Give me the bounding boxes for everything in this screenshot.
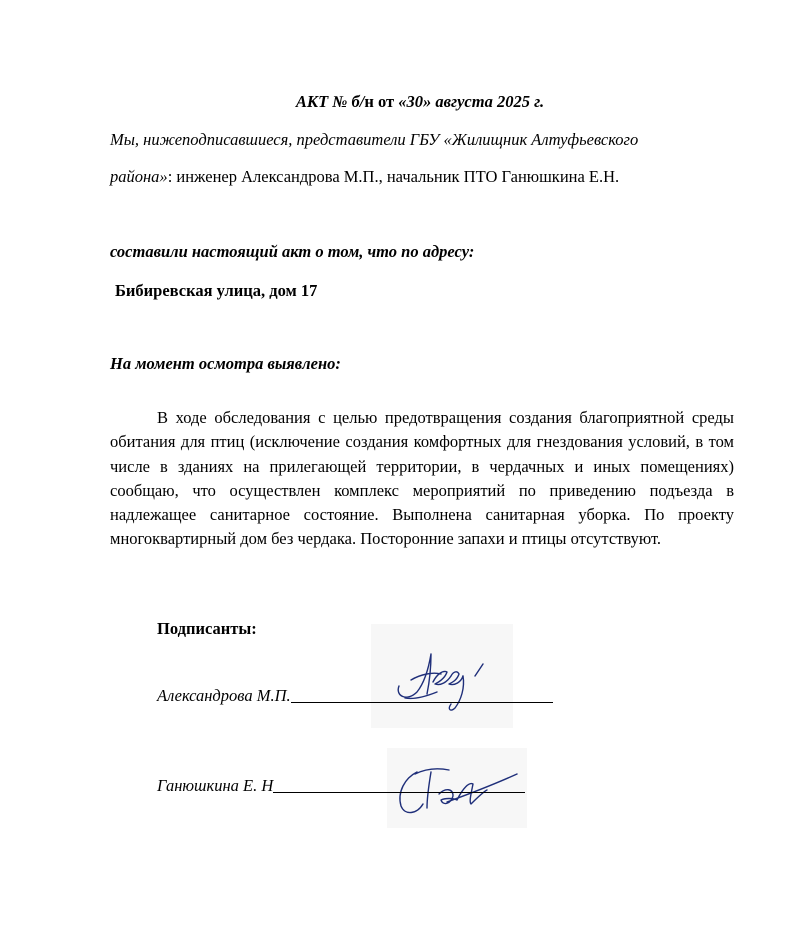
- signers-heading: Подписанты:: [157, 619, 257, 638]
- intro-italic-text: Мы, нижеподписавшиеся, представители ГБУ «Жилищник Алтуфьевского: [110, 130, 639, 149]
- findings-heading: На момент осмотра выявлено:: [110, 354, 341, 373]
- title-prefix: АКТ № б/: [295, 92, 365, 111]
- act-title: [0, 92, 790, 112]
- signature-1-image: [371, 624, 513, 728]
- signature-line-2: [273, 791, 525, 793]
- intro-line-1: [110, 130, 638, 150]
- signature-row-1: [157, 686, 553, 706]
- findings-body: В ходе обследования с целью предотвращения создания благоприятной среды обитания для птиц (исключение создания комфортных для гнездования условий, в том числе в зданиях на прилегающей территории, в чердачных и иных помещениях) сообщаю, что осуществлен комплекс мероприятий по приведению подъезда в надлежащее санитарное состояние. Выполнена санитарная уборка. По проекту многоквартирный дом без чердака. Посторонние запахи и птицы отсутствуют.: [110, 408, 734, 549]
- intro-cont-plain: : инженер Александрова М.П., начальник ПТО Ганюшкина Е.Н.: [167, 167, 620, 186]
- signer-1-name: Александрова М.П.: [157, 686, 291, 705]
- address-line: Бибиревская улица, дом 17: [115, 281, 318, 300]
- title-date: «30» августа 2025 г.: [398, 92, 545, 111]
- intro-cont-italic: района»: [110, 167, 168, 186]
- signer-2-name: Ганюшкина Е. Н: [157, 776, 274, 795]
- compose-line: составили настоящий акт о том, что по адресу:: [110, 242, 475, 261]
- signature-row-2: [157, 776, 525, 796]
- signature-line-1: [291, 701, 553, 703]
- title-mid: н от: [364, 92, 395, 111]
- intro-line-2: [110, 167, 619, 187]
